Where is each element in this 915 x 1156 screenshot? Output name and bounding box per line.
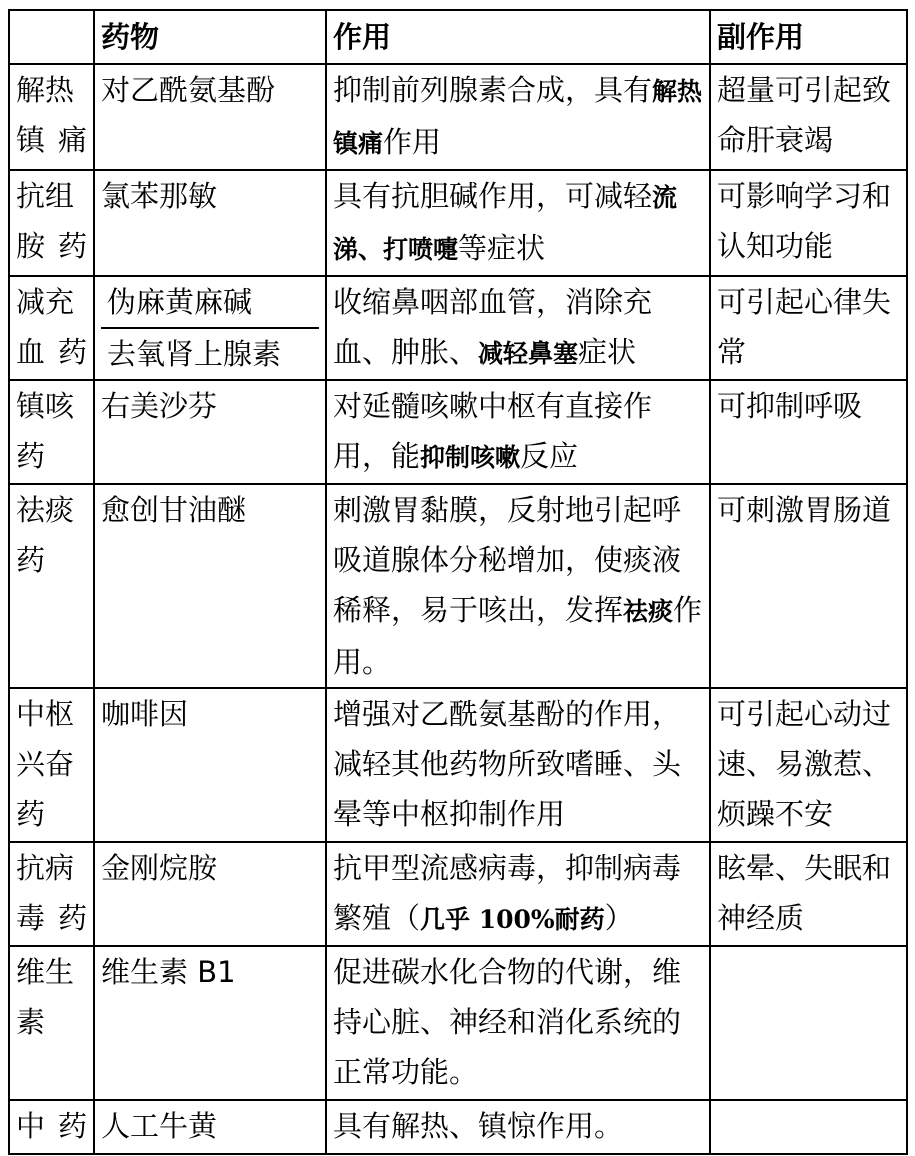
effect-emphasis: 减轻鼻塞 [478, 339, 579, 368]
category-cell: 中枢兴奋药 [9, 688, 94, 842]
drug-cell [94, 1100, 326, 1154]
table-row [9, 64, 907, 170]
drug-cell [94, 380, 326, 484]
effect-emphasis: 抑制咳嗽 [420, 443, 521, 472]
category-cell: 减充血药 [9, 276, 94, 380]
effect-text: 收缩鼻咽部血管，消除充血、肿胀、 [333, 285, 653, 369]
drug-cell [94, 170, 326, 276]
effect-text: 具有抗胆碱作用，可减轻 [333, 179, 653, 213]
category-cell: 祛痰药 [9, 484, 94, 688]
effect-text: 抑制前列腺素合成，具有 [333, 73, 653, 107]
table-row [9, 842, 907, 946]
drug-name: 人工牛黄 [101, 1109, 218, 1143]
header-drug: 药物 [94, 10, 326, 64]
side-effect-cell: 可刺激胃肠道 [710, 484, 907, 688]
side-effect-cell [710, 946, 907, 1100]
effect-text: 增强对乙酰氨基酚的作用，减轻其他药物所致嗜睡、头晕等中枢抑制作用 [333, 697, 682, 831]
effect-text-suffix: 症状 [578, 335, 637, 369]
side-effect-cell: 超量可引起致命肝衰竭 [710, 64, 907, 170]
side-effect-cell: 可引起心律失常 [710, 276, 907, 380]
side-effect-cell: 可影响学习和认知功能 [710, 170, 907, 276]
effect-text-suffix: 等症状 [458, 231, 546, 265]
category-cell: 解热镇痛 [9, 64, 94, 170]
effect-text: 促进碳水化合物的代谢，维持心脏、神经和消化系统的正常功能。 [333, 955, 682, 1089]
drug-name: 氯苯那敏 [101, 179, 218, 213]
header-category [9, 10, 94, 64]
drug-cell [94, 688, 326, 842]
effect-cell [326, 484, 710, 688]
effect-cell [326, 64, 710, 170]
drug-name: 金刚烷胺 [101, 851, 218, 885]
drug-name: 右美沙芬 [101, 389, 218, 423]
effect-emphasis: 祛痰 [623, 597, 674, 626]
drug-cell [94, 64, 326, 170]
table-row [9, 1100, 907, 1154]
effect-text: 刺激胃黏膜，反射地引起呼吸道腺体分秘增加，使痰液稀释，易于咳出，发挥 [333, 493, 682, 627]
effect-cell [326, 1100, 710, 1154]
drug-name: 去氧肾上腺素 [101, 327, 319, 379]
header-row [9, 10, 907, 64]
side-effect-cell: 可引起心动过速、易激惹、烦躁不安 [710, 688, 907, 842]
table-row [9, 688, 907, 842]
category-cell: 抗病毒药 [9, 842, 94, 946]
category-cell: 抗组胺药 [9, 170, 94, 276]
effect-emphasis: 解热镇痛 [333, 77, 703, 158]
effect-text-suffix: 作用 [383, 125, 442, 159]
effect-cell [326, 842, 710, 946]
table-row [9, 170, 907, 276]
effect-cell [326, 688, 710, 842]
drug-name: 愈创甘油醚 [101, 493, 247, 527]
header-side-effect: 副作用 [710, 10, 907, 64]
effect-cell [326, 170, 710, 276]
drug-name: 对乙酰氨基酚 [101, 73, 276, 107]
drug-cell [94, 946, 326, 1100]
drug-name: 伪麻黄麻碱 [107, 285, 253, 319]
table-row [9, 276, 907, 380]
drug-cell [94, 276, 326, 380]
drug-name: 咖啡因 [101, 697, 189, 731]
drug-name: 维生素 B1 [101, 955, 236, 989]
side-effect-cell: 眩晕、失眠和神经质 [710, 842, 907, 946]
table-body [9, 64, 907, 1154]
drug-cell [94, 842, 326, 946]
drug-cell [94, 484, 326, 688]
table-row [9, 946, 907, 1100]
side-effect-cell: 可抑制呼吸 [710, 380, 907, 484]
side-effect-cell [710, 1100, 907, 1154]
table-row [9, 484, 907, 688]
category-cell: 中药 [9, 1100, 94, 1154]
effect-cell [326, 380, 710, 484]
category-cell: 镇咳药 [9, 380, 94, 484]
effect-text: 具有解热、镇惊作用。 [333, 1109, 624, 1143]
effect-text: 抗甲型流感病毒，抑制病毒繁殖（ [333, 851, 682, 935]
effect-emphasis: 几乎 100%耐药 [420, 905, 605, 934]
effect-emphasis: 流涕、打喷嚏 [333, 183, 678, 264]
effect-text-suffix: 作用。 [333, 593, 703, 679]
category-cell: 维生素 [9, 946, 94, 1100]
effect-text-suffix: ） [604, 901, 634, 935]
effect-cell [326, 276, 710, 380]
table-row [9, 380, 907, 484]
effect-cell [326, 946, 710, 1100]
drug-table [8, 9, 908, 1155]
effect-text-suffix: 反应 [520, 439, 579, 473]
effect-text: 对延髓咳嗽中枢有直接作用，能 [333, 389, 653, 473]
header-effect: 作用 [326, 10, 710, 64]
